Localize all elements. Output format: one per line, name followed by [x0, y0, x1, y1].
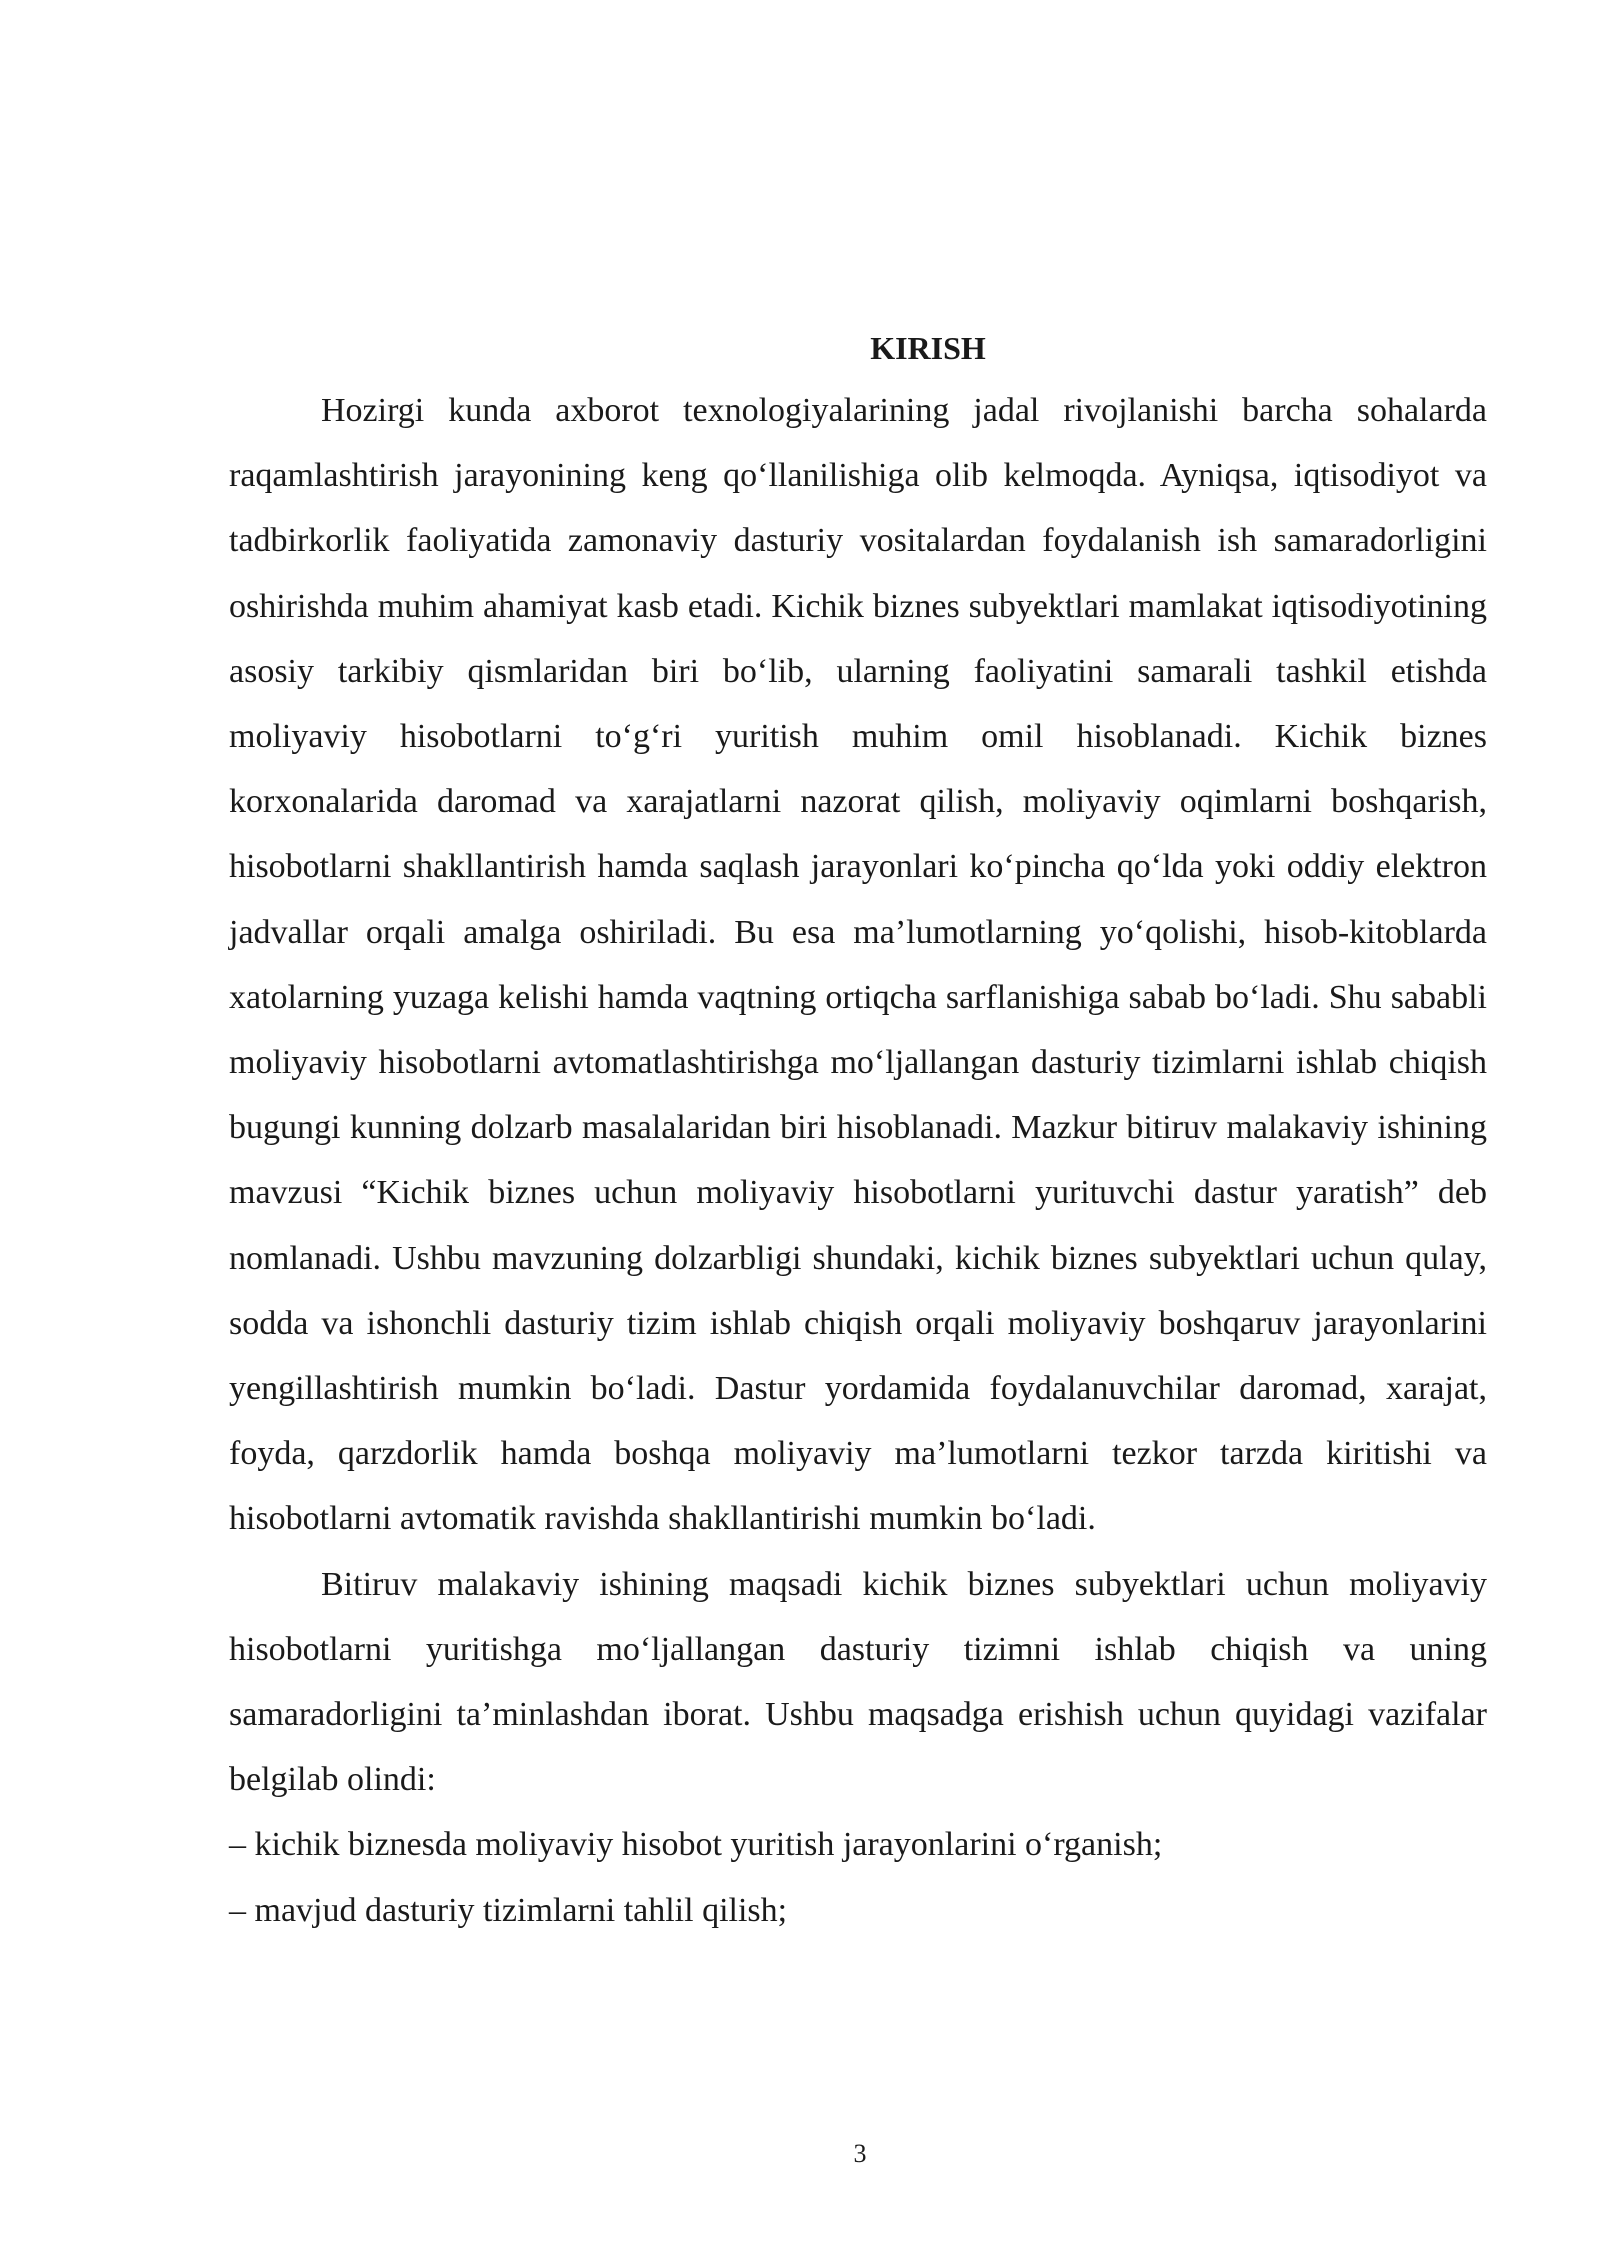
list-item: – mavjud dasturiy tizimlarni tahlil qilish;	[229, 1891, 788, 1929]
list-item: – kichik biznesda moliyaviy hisobot yuritish jarayonlarini o‘rganish;	[229, 1826, 1163, 1864]
paragraph-goal: Bitiruv malakaviy ishining maqsadi kichik biznes subyektlari uchun moliyaviy hisobotlarni yuritishga mo‘ljallangan dasturiy tizimni ishlab chiqish va uning samaradorligini ta’minlashdan iborat. Ushbu maqsadga erishish uchun quyidagi vazifalar belgilab olindi:	[229, 1565, 1487, 1799]
page-content	[229, 318, 1487, 1943]
paragraph-introduction: Hozirgi kunda axborot texnologiyalarining jadal rivojlanishi barcha sohalarda raqamlashtirish jarayonining keng qo‘llanilishiga olib kelmoqda. Ayniqsa, iqtisodiyot va tadbirkorlik faoliyatida zamonaviy dasturiy vositalardan foydalanish ish samaradorligini oshirishda muhim ahamiyat kasb etadi. Kichik biznes subyektlari mamlakat iqtisodiyotining asosiy tarkibiy qismlaridan biri bo‘lib, ularning faoliyatini samarali tashkil etishda moliyaviy hisobotlarni to‘g‘ri yuritish muhim omil hisoblanadi. Kichik biznes korxonalarida daromad va xarajatlarni nazorat qilish, moliyaviy oqimlarni boshqarish, hisobotlarni shakllantirish hamda saqlash jarayonlari ko‘pincha qo‘lda yoki oddiy elektron jadvallar orqali amalga oshiriladi. Bu esa ma’lumotlarning yo‘qolishi, hisob-kitoblarda xatolarning yuzaga kelishi hamda vaqtning ortiqcha sarflanishiga sabab bo‘ladi. Shu sababli moliyaviy hisobotlarni avtomatlashtirishga mo‘ljallangan dasturiy tizimlarni ishlab chiqish bugungi kunning dolzarb masalalaridan biri hisoblanadi. Mazkur bitiruv malakaviy ishining mavzusi “Kichik biznes uchun moliyaviy hisobotlarni yurituvchi dastur yaratish” deb nomlanadi. Ushbu mavzuning dolzarbligi shundaki, kichik biznes subyektlari uchun qulay, sodda va ishonchli dasturiy tizim ishlab chiqish orqali moliyaviy boshqaruv jarayonlarini yengillashtirish mumkin bo‘ladi. Dastur yordamida foydalanuvchilar daromad, xarajat, foyda, qarzdorlik hamda boshqa moliyaviy ma’lumotlarni tezkor tarzda kiritishi va hisobotlarni avtomatik ravishda shakllantirishi mumkin bo‘ladi.	[229, 392, 1487, 1538]
section-heading: KIRISH	[870, 330, 986, 366]
page-number: 3	[853, 2139, 867, 2168]
